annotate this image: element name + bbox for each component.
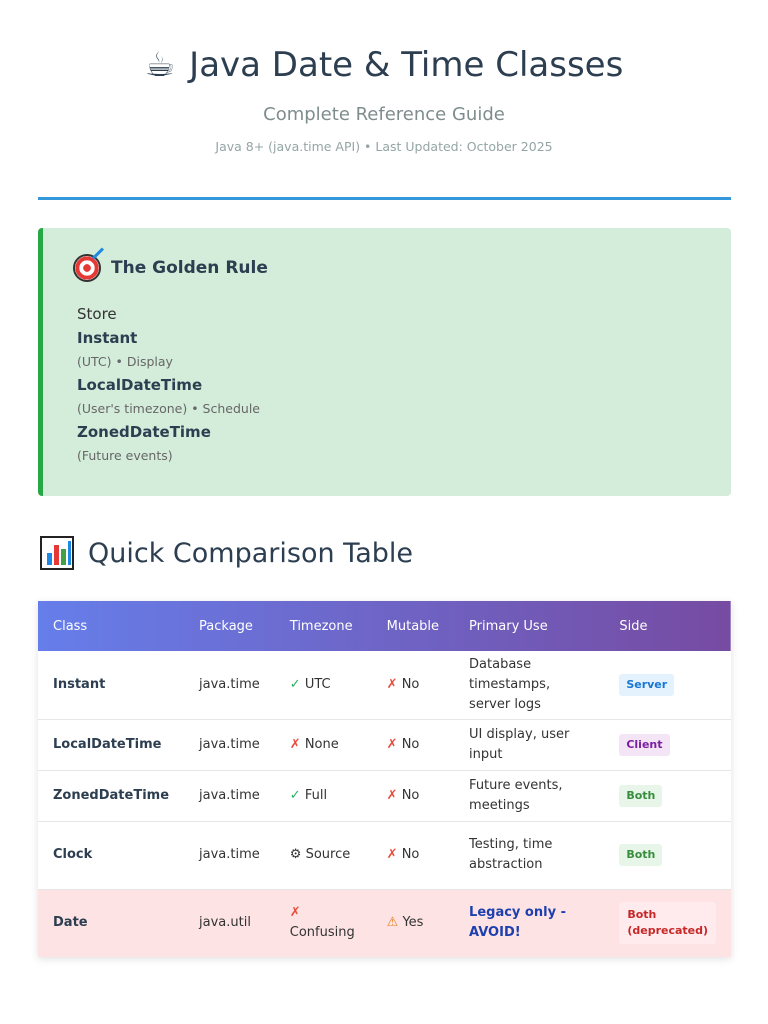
- cross-icon: ✗: [386, 736, 398, 752]
- cell-primary-use: Testing, time abstraction: [454, 821, 604, 889]
- golden-rule-line: LocalDateTime: [77, 376, 203, 394]
- golden-rule-box: [38, 228, 731, 496]
- comparison-title-text: Quick Comparison Table: [88, 537, 413, 569]
- page-title: [0, 42, 768, 88]
- cross-icon: ✗: [386, 676, 398, 692]
- cell-package: java.time: [184, 821, 275, 889]
- timezone-text: Source: [305, 847, 351, 862]
- cross-icon: ✗: [386, 847, 398, 862]
- side-badge: Both: [619, 785, 662, 807]
- page-meta: Java 8+ (java.time API) • Last Updated: October 2025: [215, 139, 553, 154]
- cell-class: LocalDateTime: [38, 719, 184, 770]
- col-header-package: Package: [199, 618, 253, 634]
- golden-rule-line: (User's timezone) • Schedule: [77, 401, 260, 416]
- golden-rule-line: ZonedDateTime: [77, 423, 211, 441]
- side-badge: Server: [619, 674, 674, 696]
- golden-rule-line: (UTC) • Display: [77, 354, 173, 369]
- cell-timezone: [275, 770, 372, 821]
- table-row-legacy: [38, 889, 731, 957]
- side-badge: Both: [619, 844, 662, 866]
- cross-icon: ✗: [386, 787, 398, 803]
- comparison-table: [38, 601, 731, 957]
- golden-rule-line: Store: [77, 305, 117, 323]
- check-icon: ✓: [289, 676, 301, 692]
- cell-class: Date: [53, 915, 88, 931]
- table-row: [38, 821, 731, 889]
- page-header: [0, 0, 768, 154]
- cell-mutable: [372, 651, 454, 719]
- cell-package: java.time: [184, 651, 275, 719]
- cross-icon: ✗: [289, 905, 301, 921]
- timezone-text: Confusing: [289, 925, 355, 941]
- cell-package: java.util: [199, 915, 251, 931]
- table-header-row: [38, 601, 731, 651]
- coffee-cup-icon: ☕: [144, 45, 176, 85]
- col-header-timezone: Timezone: [289, 618, 353, 634]
- cell-timezone: [275, 651, 372, 719]
- mutable-text: No: [401, 676, 420, 692]
- cell-side: [604, 889, 731, 957]
- side-badge: Both (deprecated): [619, 902, 716, 944]
- cell-class: Clock: [38, 821, 184, 889]
- cell-package: java.time: [184, 719, 275, 770]
- cell-side: [604, 770, 731, 821]
- table-row: [38, 651, 731, 719]
- cell-timezone: [275, 719, 372, 770]
- col-header-mutable: Mutable: [386, 618, 440, 634]
- cell-side: [604, 651, 731, 719]
- cell-class: ZonedDateTime: [38, 770, 184, 821]
- check-icon: ✓: [289, 787, 301, 803]
- target-icon: [73, 254, 101, 282]
- golden-rule-body: [73, 302, 701, 467]
- golden-rule-heading: [73, 254, 701, 282]
- cell-primary-use: Database timestamps, server logs: [454, 651, 604, 719]
- cell-side: [604, 719, 731, 770]
- cell-package: java.time: [184, 770, 275, 821]
- avoid-warning-text: Legacy only - AVOID!: [469, 905, 566, 941]
- col-header-class: Class: [53, 618, 88, 634]
- cross-icon: ✗: [289, 736, 301, 752]
- cell-mutable: [372, 821, 454, 889]
- mutable-text: No: [401, 787, 420, 803]
- cell-mutable: [372, 770, 454, 821]
- cell-primary-use: Future events, meetings: [454, 770, 604, 821]
- cell-primary-use: [454, 889, 604, 957]
- cell-side: [604, 821, 731, 889]
- timezone-text: Full: [304, 787, 328, 803]
- gear-icon: ⚙: [289, 847, 302, 862]
- comparison-table-wrapper: [38, 601, 731, 957]
- golden-rule-title: The Golden Rule: [111, 258, 268, 278]
- col-header-primary-use: Primary Use: [469, 618, 548, 634]
- cell-mutable: [372, 889, 454, 957]
- col-header-side: Side: [619, 618, 648, 634]
- bar-chart-icon: [40, 536, 74, 570]
- page-title-text: Java Date & Time Classes: [189, 45, 624, 85]
- comparison-section-title: [40, 536, 413, 570]
- golden-rule-line: (Future events): [77, 448, 173, 463]
- table-row: [38, 770, 731, 821]
- timezone-text: None: [304, 736, 339, 752]
- warning-icon: ⚠: [386, 915, 399, 931]
- timezone-text: UTC: [304, 676, 331, 692]
- cell-timezone: [275, 821, 372, 889]
- mutable-text: No: [401, 847, 420, 862]
- page-subtitle: Complete Reference Guide: [263, 104, 505, 125]
- golden-rule-line: Instant: [77, 329, 138, 347]
- mutable-text: No: [401, 736, 420, 752]
- cell-timezone: [275, 889, 372, 957]
- cell-primary-use: UI display, user input: [454, 719, 604, 770]
- cell-class: Instant: [38, 651, 184, 719]
- header-divider: [38, 197, 731, 200]
- mutable-text: Yes: [402, 915, 424, 931]
- cell-mutable: [372, 719, 454, 770]
- side-badge: Client: [619, 734, 669, 756]
- table-row: [38, 719, 731, 770]
